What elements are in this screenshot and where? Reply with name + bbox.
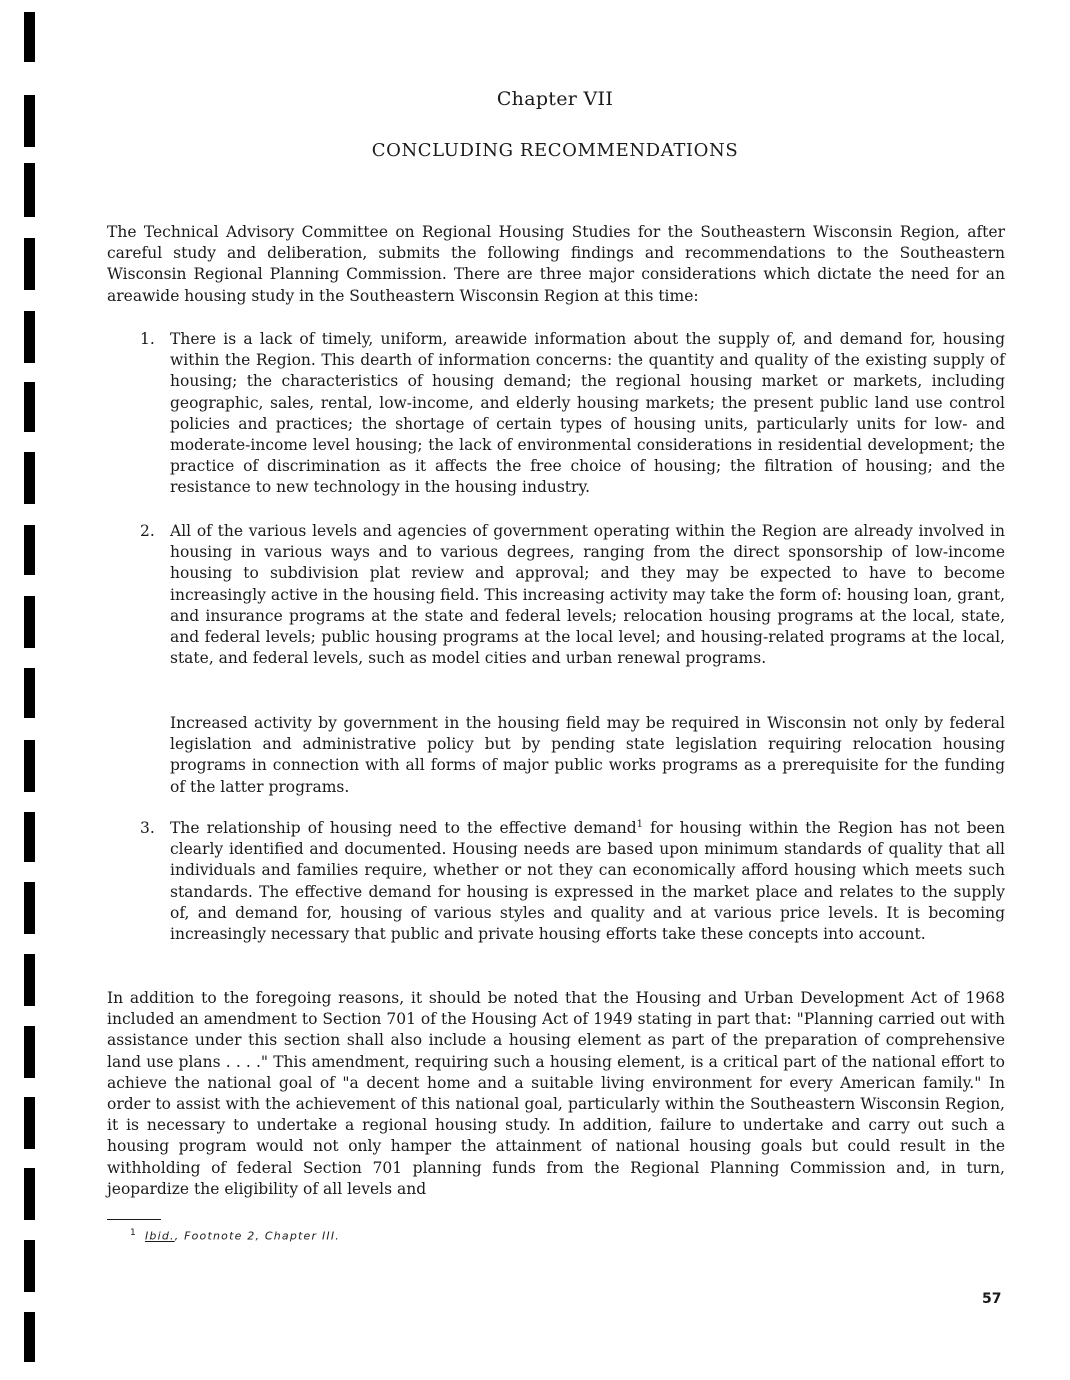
consideration-number: 1.: [140, 330, 155, 348]
binding-bar: [24, 668, 35, 718]
binding-bar: [24, 452, 35, 504]
consideration-continuation: Increased activity by government in the housing field may be required in Wisconsin not only by federal legislation and administrative policy but by pending state legislation requiring relocation housing programs in connection with all forms of major public works programs as a prerequisite for the funding of the latter programs.: [170, 714, 1005, 796]
binding-bar: [24, 238, 35, 290]
text-before-note: The relationship of housing need to the effective demand: [170, 819, 637, 837]
consideration-text: There is a lack of timely, uniform, areawide information about the supply of, and demand for, housing within the Region. This dearth of information concerns: the quantity and quality of the existing supply of housing; the characteristics of housing demand; the regional housing market or markets, including geographic, sales, rental, low-income, and elderly housing markets; the present public land use control policies and practices; the shortage of certain types of housing units, particularly units for low- and moderate-income level housing; the lack of environmental considerations in residential development; the practice of discrimination as it affects the free choice of housing; the filtration of housing; and the resistance to new technology in the housing industry.: [170, 330, 1005, 497]
binding-bar: [24, 12, 35, 62]
binding-bar: [24, 954, 35, 1006]
footnote-ibid: Ibid.: [144, 1229, 175, 1243]
footnote-divider: [107, 1219, 161, 1220]
intro-paragraph: The Technical Advisory Committee on Regional Housing Studies for the Southeastern Wisconsin Region, after careful study and deliberation, submits the following findings and recommendations to the Southeastern Wisconsin Regional Planning Commission. There are three major considerations which dictate the need for an areawide housing study in the Southeastern Wisconsin Region at this time:: [107, 223, 1005, 305]
chapter-title: CONCLUDING RECOMMENDATIONS: [371, 140, 739, 161]
binding-bar: [24, 596, 35, 648]
consideration-number: 2.: [140, 522, 155, 540]
text-after-note: for housing within the Region has not been clearly identified and documented. Housing needs are based upon minimum standards of quality that all individuals and families require, whether or not they can economically afford housing which meets such standards. The effective demand for housing is expressed in the market place and relates to the supply of, and demand for, housing of various styles and quality and at various price levels. It is becoming increasingly necessary that public and private housing efforts take these concepts into account.: [170, 819, 1006, 944]
chapter-label: Chapter VII: [496, 88, 614, 110]
footnote: [130, 1228, 340, 1243]
footnote-mark: 1: [130, 1228, 137, 1238]
page-number: 57: [982, 1291, 1002, 1307]
binding-bar: [24, 740, 35, 792]
binding-bar: [24, 1240, 35, 1292]
binding-bar: [24, 1312, 35, 1362]
consideration-number: 3.: [140, 819, 155, 837]
binding-bar: [24, 812, 35, 862]
closing-paragraph: In addition to the foregoing reasons, it should be noted that the Housing and Urban Development Act of 1968 included an amendment to Section 701 of the Housing Act of 1949 stating in part that: "Planning carried out with assistance under this section shall also include a housing element as part of the preparation of comprehensive land use plans . . . ." This amendment, requiring such a housing element, is a critical part of the national effort to achieve the national goal of "a decent home and a suitable living environment for every American family." In order to assist with the achievement of this national goal, particularly within the Southeastern Wisconsin Region, it is necessary to undertake a regional housing study. In addition, failure to undertake and carry out such a housing program would not only hamper the attainment of national housing goals but could result in the withholding of federal Section 701 planning funds from the Regional Planning Commission and, in turn, jeopardize the eligibility of all levels and: [107, 989, 1005, 1198]
binding-bar: [24, 382, 35, 432]
binding-bar: [24, 1026, 35, 1078]
binding-bar: [24, 311, 35, 363]
binding-bar: [24, 525, 35, 575]
binding-bar: [24, 163, 35, 217]
footnote-text: , Footnote 2, Chapter III.: [174, 1229, 340, 1243]
consideration-text: All of the various levels and agencies of government operating within the Region are already involved in housing in various ways and to various degrees, ranging from the direct sponsorship of low-income housing to subdivision plat review and approval; and they may be expected to have to become increasingly active in the housing field. This increasing activity may take the form of: housing loan, grant, and insurance programs at the state and federal levels; relocation housing programs at the local, state, and federal levels; public housing programs at the local level; and housing-related programs at the local, state, and federal levels, such as model cities and urban renewal programs.: [170, 522, 1005, 668]
consideration-text: [170, 818, 1005, 945]
binding-bar: [24, 882, 35, 934]
binding-bar: [24, 1097, 35, 1149]
footnote-reference[interactable]: 1: [636, 818, 644, 830]
binding-bar: [24, 1168, 35, 1220]
